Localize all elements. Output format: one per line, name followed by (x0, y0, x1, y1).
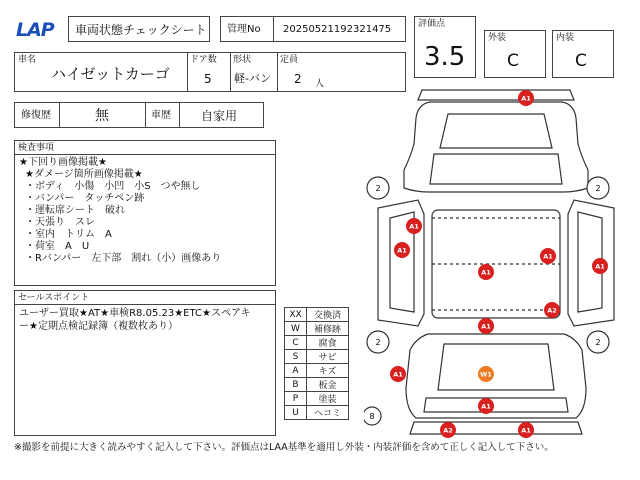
legend-code: S (285, 350, 307, 364)
tire-marker-label: 2 (375, 338, 381, 347)
shape-label: 形状 (233, 55, 252, 65)
interior-label: 内装 (556, 33, 575, 43)
score-value: 3.5 (424, 42, 466, 72)
tire-marker-label: 2 (375, 184, 381, 193)
damage-marker (478, 398, 494, 414)
legend-meaning: 板金 (307, 378, 349, 392)
damage-marker (390, 366, 406, 382)
inspection-label: 検査事項 (18, 143, 55, 153)
legend-code: W (285, 322, 307, 336)
car-name: ハイゼットカーゴ (51, 65, 170, 83)
tire-marker (587, 331, 609, 353)
repair-history-value: 無 (95, 108, 109, 124)
score-box (414, 16, 476, 78)
capacity-unit: 人 (315, 79, 325, 89)
damage-marker (518, 422, 534, 438)
damage-marker (592, 258, 608, 274)
sheet-title: 車両状態チェックシート (75, 23, 207, 37)
inspection-line: ・荷室 A U (25, 241, 90, 252)
inspection-line: ・バンパー タッチペン跡 (25, 193, 145, 204)
inspection-line: ・天張り スレ (25, 217, 95, 228)
vehicle-info-row (14, 52, 406, 92)
doors-value: 5 (204, 72, 212, 86)
legend-meaning: 交換済 (307, 308, 349, 322)
inspection-line: ★下回り画像掲載★ (19, 157, 107, 168)
damage-marker-label: A1 (481, 402, 491, 411)
legend-code: XX (285, 308, 307, 322)
damage-marker-label: A1 (521, 94, 531, 103)
usage-value: 自家用 (201, 109, 238, 123)
spare-tire-marker (364, 407, 381, 425)
legend-row (285, 378, 349, 392)
inspection-line: ・室内 トリム A (25, 229, 112, 240)
tire-marker-label: 2 (595, 184, 601, 193)
damage-marker-label: A1 (393, 370, 403, 379)
legend-meaning: 塗装 (307, 392, 349, 406)
inspection-line: ・Rバンパー 左下部 割れ（小）画像あり (25, 253, 222, 264)
legend-meaning: サビ (307, 350, 349, 364)
damage-marker (394, 242, 410, 258)
sales-points-label: セールスポイント (18, 293, 90, 303)
tire-marker (587, 177, 609, 199)
legend-meaning: ヘコミ (307, 406, 349, 420)
interior-grade-box (552, 30, 614, 78)
legend-meaning: 補修跡 (307, 322, 349, 336)
management-no-label: 管理No (227, 24, 261, 35)
damage-marker (518, 90, 534, 106)
legend-code: P (285, 392, 307, 406)
title-box (68, 16, 210, 42)
legend-row (285, 392, 349, 406)
legend-code: U (285, 406, 307, 420)
damage-marker (478, 264, 494, 280)
interior-grade: C (575, 51, 587, 71)
legend-code: A (285, 364, 307, 378)
management-no-box (220, 16, 406, 42)
score-label: 評価点 (418, 19, 446, 29)
sales-point-line: ー★定期点検記録簿（複数枚あり） (19, 321, 178, 332)
legend-row (285, 406, 349, 420)
damage-marker (544, 302, 560, 318)
car-name-label: 車名 (18, 55, 37, 65)
legend-code: C (285, 336, 307, 350)
damage-marker (478, 318, 494, 334)
damage-marker-label: A2 (547, 306, 557, 315)
damage-marker-label: A1 (481, 322, 491, 331)
exterior-grade-box (484, 30, 546, 78)
damage-marker-label: A2 (443, 426, 453, 435)
shape-value: 軽-バン (234, 72, 271, 85)
damage-marker-label: W1 (480, 370, 492, 379)
tire-marker (367, 331, 389, 353)
damage-marker-label: A1 (397, 246, 407, 255)
exterior-grade: C (507, 51, 519, 71)
damage-marker-label: A1 (409, 222, 419, 231)
damage-marker-label: A1 (595, 262, 605, 271)
inspection-box (14, 140, 276, 286)
damage-marker (440, 422, 456, 438)
legend-row (285, 364, 349, 378)
laa-logo (14, 18, 70, 40)
footer-note: ※撮影を前提に大きく読みやすく記入して下さい。評価点はLAA基準を適用し外装・内装評価を含めて正しく記入して下さい。 (14, 442, 554, 453)
legend-meaning: 腐食 (307, 336, 349, 350)
exterior-label: 外装 (488, 33, 507, 43)
inspection-line: ★ダメージ箇所画像掲載★ (25, 169, 143, 180)
doors-label: ドア数 (190, 55, 217, 65)
sales-points-box (14, 290, 276, 436)
legend-row (285, 336, 349, 350)
capacity-label: 定員 (280, 55, 299, 65)
capacity-value: 2 (294, 72, 302, 86)
repair-history-label: 修復歴 (21, 110, 51, 121)
tire-marker-label: 2 (595, 338, 601, 347)
legend-row (285, 350, 349, 364)
legend-row (285, 322, 349, 336)
inspection-line: ・運転席シート 破れ (25, 205, 125, 216)
sales-point-line: ユーザー買取★AT★車検R8.05.23★ETC★スペアキ (19, 308, 251, 319)
damage-marker-label: A1 (521, 426, 531, 435)
usage-label: 車歴 (151, 110, 171, 121)
damage-legend (284, 307, 349, 420)
management-no-value: 20250521192321475 (283, 24, 392, 35)
logo-text: LAP (16, 19, 54, 40)
legend-code: B (285, 378, 307, 392)
car-outline (378, 90, 614, 434)
damage-marker-label: A1 (543, 252, 553, 261)
inspection-line: ・ボディ 小傷 小凹 小S つや無し (25, 181, 201, 192)
damage-marker-label: A1 (481, 268, 491, 277)
damage-marker (478, 366, 494, 382)
history-row (14, 102, 264, 128)
legend-row (285, 308, 349, 322)
spare-tire-label: 8 (369, 412, 375, 421)
damage-marker (406, 218, 422, 234)
tire-marker (367, 177, 389, 199)
car-damage-diagram (364, 88, 628, 440)
legend-meaning: キズ (307, 364, 349, 378)
damage-marker (540, 248, 556, 264)
